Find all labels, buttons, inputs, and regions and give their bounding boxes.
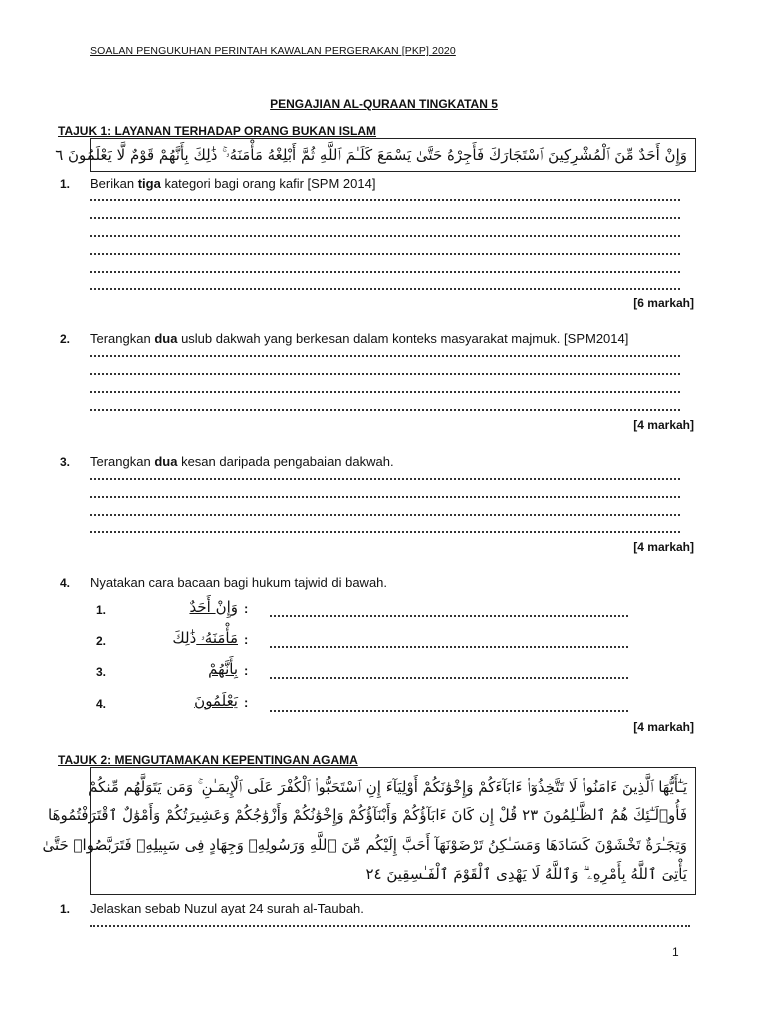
- answer-line[interactable]: [90, 250, 680, 255]
- tajwid-item-1-number: 1.: [96, 603, 107, 617]
- question-3-text-post: kesan daripada pengabaian dakwah.: [177, 454, 394, 469]
- answer-line[interactable]: [90, 232, 680, 237]
- tajwid-item-2-colon: :: [244, 632, 249, 647]
- tajwid-answer-line[interactable]: [270, 643, 628, 648]
- answer-line[interactable]: [90, 268, 680, 273]
- tajwid-item-2-underlined: مَأْمَنَهُۥ: [196, 629, 238, 647]
- answer-line[interactable]: [90, 528, 680, 533]
- tajwid-item-3-underlined: بِأَنَّهُمْ: [208, 660, 238, 678]
- answer-line[interactable]: [90, 352, 680, 357]
- topic-2-heading: TAJUK 2: MENGUTAMAKAN KEPENTINGAN AGAMA: [58, 753, 358, 767]
- question-2-number: 2.: [60, 332, 71, 346]
- answer-line[interactable]: [90, 214, 680, 219]
- topic-1-verse: وَإِنْ أَحَدٌ مِّنَ ٱلْمُشْرِكِينَ ٱسْتَجَارَكَ فَأَجِرْهُ حَتَّىٰ يَسْمَعَ كَلَـٰمَ ٱللَّهِ ثُمَّ أَبْلِغْهُ مَأْمَنَهُۥ ۚ ذَٰلِكَ بِأَنَّهُمْ قَوْمٌ لَّا يَعْلَمُونَ ٦: [55, 146, 687, 164]
- question-3-number: 3.: [60, 455, 71, 469]
- document-header: SOALAN PENGUKUHAN PERINTAH KAWALAN PERGERAKAN [PKP] 2020: [90, 45, 456, 57]
- tajwid-answer-line[interactable]: [270, 674, 628, 679]
- question-1-marks: [6 markah]: [633, 296, 694, 310]
- tajwid-item-1-colon: :: [244, 601, 249, 616]
- answer-line[interactable]: [90, 922, 690, 927]
- question-4-text: Nyatakan cara bacaan bagi hukum tajwid di bawah.: [90, 575, 388, 590]
- question-4-marks: [4 markah]: [633, 720, 694, 734]
- answer-line[interactable]: [90, 388, 680, 393]
- tajwid-item-4-underlined: يَعْلَمُونَ: [194, 692, 238, 710]
- tajwid-answer-line[interactable]: [270, 612, 628, 617]
- topic-1-verse-box: [55, 138, 696, 172]
- document-title: PENGAJIAN AL-QURAAN TINGKATAN 5: [270, 97, 498, 111]
- topic-2-verse-line-2: فَأُو۟لَـٰٓئِكَ هُمُ ٱلظَّـٰلِمُونَ ٢٣ قُلْ إِن كَانَ ءَابَآؤُكُمْ وَأَبْنَآؤُكُمْ وَإِخْوَٰنُكُمْ وَأَزْوَٰجُكُمْ وَعَشِيرَتُكُمْ وَأَمْوَٰلٌ ٱقْتَرَفْتُمُوهَا: [48, 806, 687, 824]
- answer-line[interactable]: [90, 475, 680, 480]
- question-3-text: [90, 454, 394, 469]
- question-2-emphasis: dua: [154, 331, 178, 346]
- question-2-marks: [4 markah]: [633, 418, 694, 432]
- topic-2-verse-line-1: يَـٰٓأَيُّهَا ٱلَّذِينَ ءَامَنُوا۟ لَا تَتَّخِذُوٓا۟ ءَابَآءَكُمْ وَإِخْوَٰنَكُمْ أَوْلِيَآءَ إِنِ ٱسْتَحَبُّوا۟ ٱلْكُفْرَ عَلَى ٱلْإِيمَـٰنِ ۚ وَمَن يَتَوَلَّهُم مِّنكُمْ: [88, 778, 687, 796]
- question-2-text-pre: Terangkan: [90, 331, 155, 346]
- tajwid-item-2-number: 2.: [96, 634, 107, 648]
- topic-2-verse-line-4: يَأْتِىَ ٱللَّهُ بِأَمْرِهِۦ ۗ وَٱللَّهُ لَا يَهْدِى ٱلْقَوْمَ ٱلْفَـٰسِقِينَ ٢٤: [365, 865, 687, 883]
- question-1-text-post: kategori bagi orang kafir [SPM 2014]: [160, 176, 376, 191]
- topic-2-verse-box: [42, 767, 696, 895]
- tajwid-item-4-number: 4.: [96, 697, 107, 711]
- topic-2-verse-line-3: وَتِجَـٰرَةٌ تَخْشَوْنَ كَسَادَهَا وَمَسَـٰكِنُ تَرْضَوْنَهَآ أَحَبَّ إِلَيْكُم مِّنَ ٱللَّهِ وَرَسُولِهِۦ وَجِهَادٍ فِى سَبِيلِهِۦ فَتَرَبَّصُوا۟ حَتَّىٰ: [42, 836, 687, 854]
- answer-line[interactable]: [90, 406, 680, 411]
- tajwid-item-3-word: [120, 660, 238, 678]
- page-number: 1: [672, 945, 679, 959]
- tajwid-item-1-underlined: أَحَدٌ: [189, 598, 216, 616]
- tajwid-item-3-colon: :: [244, 663, 249, 678]
- answer-line[interactable]: [90, 196, 680, 201]
- topic-1-heading: TAJUK 1: LAYANAN TERHADAP ORANG BUKAN ISLAM: [58, 124, 377, 138]
- tajwid-answer-line[interactable]: [270, 707, 628, 712]
- answer-line[interactable]: [90, 285, 680, 290]
- question-1-number: 1.: [60, 177, 71, 191]
- tajwid-item-2-plain: ذَٰلِكَ: [172, 629, 197, 647]
- question-4-number: 4.: [60, 576, 71, 590]
- question-3-emphasis: dua: [154, 454, 178, 469]
- tajwid-item-4-word: [120, 692, 238, 710]
- answer-line[interactable]: [90, 493, 680, 498]
- question-2-text: [90, 331, 628, 346]
- topic-2-question-1-text: Jelaskan sebab Nuzul ayat 24 surah al-Taubah.: [90, 901, 364, 916]
- topic-2-question-1-number: 1.: [60, 902, 71, 916]
- tajwid-item-4-colon: :: [244, 695, 249, 710]
- answer-line[interactable]: [90, 370, 680, 375]
- question-3-text-pre: Terangkan: [90, 454, 155, 469]
- tajwid-item-1-word: [120, 598, 238, 616]
- tajwid-item-3-number: 3.: [96, 665, 107, 679]
- tajwid-item-1-plain: وَإِنْ: [215, 598, 238, 616]
- question-1-text-pre: Berikan: [90, 176, 138, 191]
- question-1-text: [90, 176, 375, 191]
- tajwid-item-2-word: [120, 629, 238, 647]
- question-2-text-post: uslub dakwah yang berkesan dalam konteks masyarakat majmuk. [SPM2014]: [177, 331, 629, 346]
- question-1-emphasis: tiga: [137, 176, 161, 191]
- answer-line[interactable]: [90, 511, 680, 516]
- question-3-marks: [4 markah]: [633, 540, 694, 554]
